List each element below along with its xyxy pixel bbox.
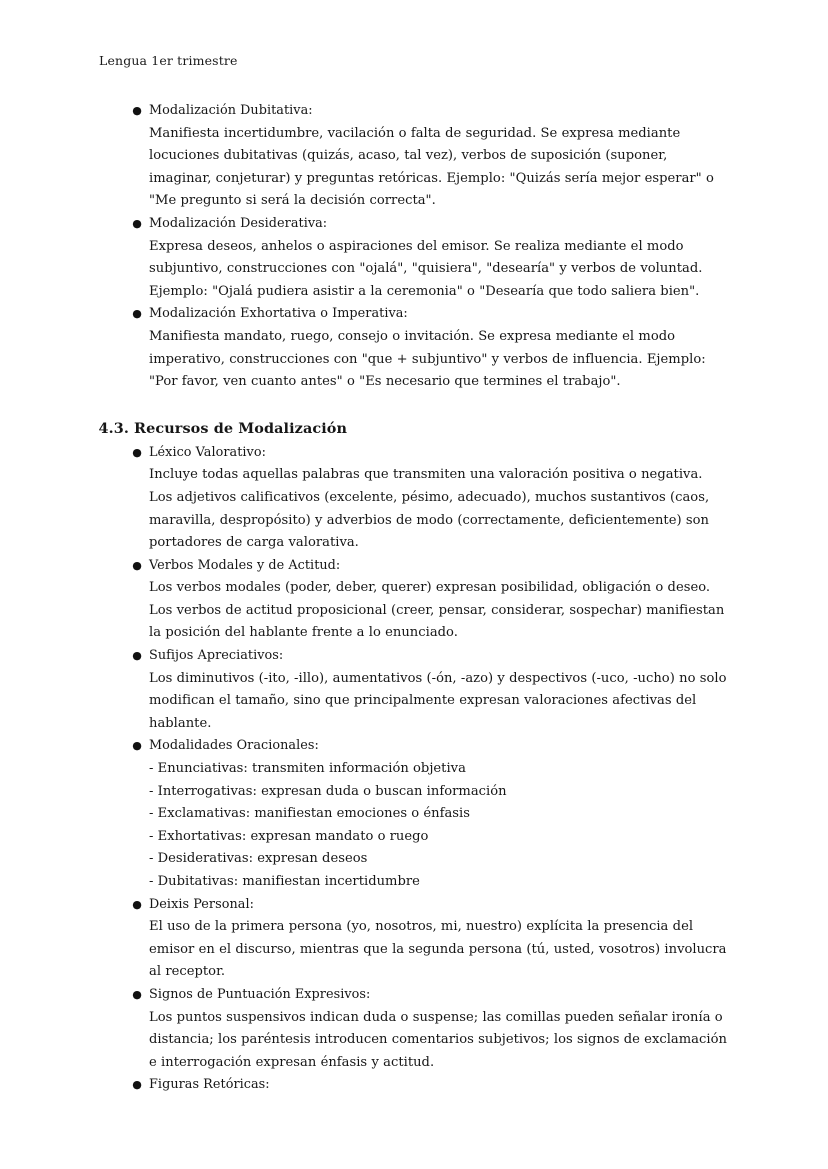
bullet-icon: ● [132,445,142,459]
bullet-icon: ● [132,1078,142,1092]
list-item-body: Los puntos suspensivos indican duda o suspense; las comillas pueden señalar ironía o distancia; los paréntesis introducen comentarios subjetivos; los signos de exclamación e interrogación expresan énfasis y actitud. [149,1009,727,1070]
bullet-icon: ● [132,104,142,117]
list-item [99,645,728,735]
bullet-list-modalidades [99,100,728,394]
sub-list-item: - Interrogativas: expresan duda o buscan información [149,783,507,799]
bullet-icon: ● [132,216,142,230]
list-item-body: Incluye todas aquellas palabras que transmiten una valoración positiva o negativa. Los adjetivos calificativos (excelente, pésimo, adecuado), muchos sustantivos (caos, maravilla, despropósito) y adverbios de modo (correctamente, deficientemente) son portadores de carga valorativa. [149,467,710,551]
list-item-title: Modalización Desiderativa: [149,215,328,231]
bullet-icon: ● [132,649,142,663]
list-item-body: El uso de la primera persona (yo, nosotros, mi, nuestro) explícita la presencia del emisor en el discurso, mientras que la segunda persona (tú, usted, vosotros) involucra al receptor. [149,919,727,980]
list-item-body: Expresa deseos, anhelos o aspiraciones del emisor. Se realiza mediante el modo subjuntivo, construcciones con "ojalá", "quisiera", "desearía" y verbos de voluntad. Ejemplo: "Ojalá pudiera asistir a la ceremonia" o "Desearía que todo saliera bien". [149,238,703,299]
list-item-body: Manifiesta incertidumbre, vacilación o falta de seguridad. Se expresa mediante locuciones dubitativas (quizás, acaso, tal vez), verbos de suposición (suponer, imaginar, conjeturar) y preguntas retóricas. Ejemplo: "Quizás sería mejor esperar" o "Me pregunto si será la decisión correcta". [149,125,714,209]
list-item-title: Léxico Valorativo: [149,444,266,460]
list-item-title: Modalidades Oracionales: [149,738,319,754]
list-item-title: Deixis Personal: [149,896,254,912]
list-item [99,555,728,645]
list-item [99,735,728,893]
list-item [99,984,728,1074]
list-item-title: Modalización Dubitativa: [149,103,313,118]
bullet-icon: ● [132,558,142,572]
list-item [99,894,728,984]
list-item-title: Figuras Retóricas: [149,1077,270,1093]
list-item-title: Verbos Modales y de Actitud: [149,557,341,573]
list-item-title: Sufijos Apreciativos: [149,648,284,664]
list-item [99,213,728,303]
list-item [99,303,728,393]
list-item-body: Manifiesta mandato, ruego, consejo o invitación. Se expresa mediante el modo imperativo, construcciones con "que + subjuntivo" y verbos de influencia. Ejemplo: "Por favor, ven cuanto antes" o "Es necesario que termines el trabajo". [149,328,706,390]
sub-list-item: - Exhortativas: expresan mandato o ruego [149,828,429,844]
list-item [99,442,728,555]
bullet-icon: ● [132,987,142,1001]
list-item [99,100,728,213]
list-item-body: Los verbos modales (poder, deber, querer) expresan posibilidad, obligación o deseo. Los verbos de actitud proposicional (creer, pensar, considerar, sospechar) manifiestan la posición del hablante frente a lo enunciado. [149,580,725,641]
bullet-icon: ● [132,739,142,753]
list-item-title: Signos de Puntuación Expresivos: [149,986,371,1002]
sub-list-item: - Exclamativas: manifiestan emociones o énfasis [149,806,470,822]
sub-list-item: - Dubitativas: manifiestan incertidumbre [149,874,420,889]
bullet-icon: ● [132,897,142,911]
bullet-list-recursos [99,442,728,1097]
section-heading: 4.3. Recursos de Modalización [98,419,348,437]
sub-list-modalidades-oracionales [149,758,728,894]
sub-list-item: - Desiderativas: expresan deseos [149,851,368,867]
list-item [99,1074,728,1097]
list-item-title: Modalización Exhortativa o Imperativa: [149,306,408,322]
list-item-body: Los diminutivos (-ito, -illo), aumentativos (-ón, -azo) y despectivos (-uco, -ucho) no solo modifican el tamaño, sino que principalmente expresan valoraciones afectivas del hablante. [149,670,727,731]
bullet-icon: ● [132,307,142,321]
sub-list-item: - Enunciativas: transmiten información objetiva [149,761,466,777]
running-head: Lengua 1er trimestre [99,53,238,68]
